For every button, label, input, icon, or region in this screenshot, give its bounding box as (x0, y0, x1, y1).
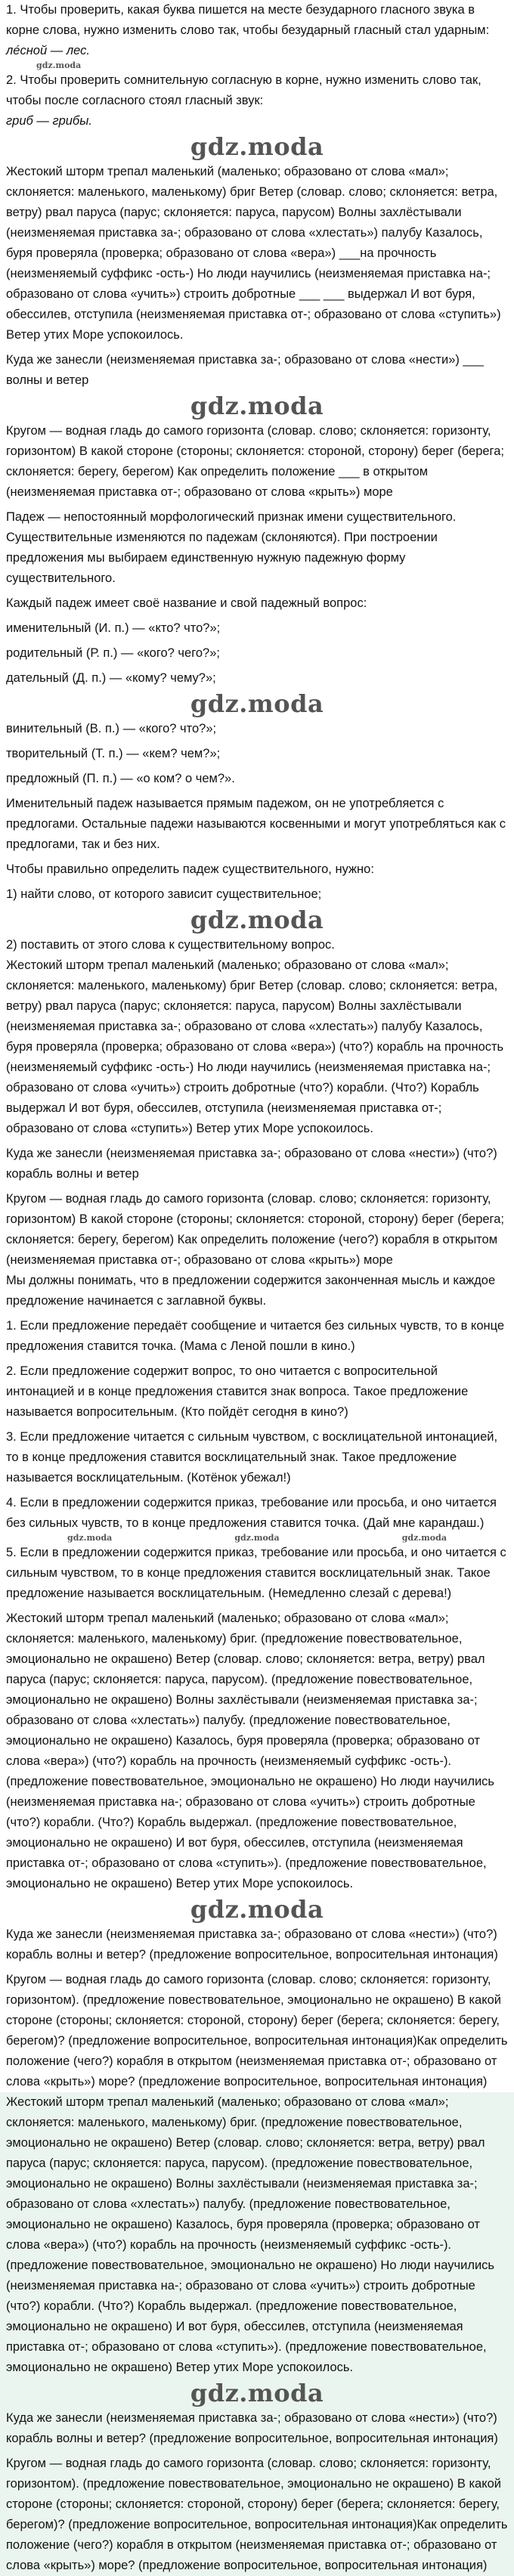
watermark-small: gdz.moda (234, 1533, 280, 1543)
highlighted-paragraph-2: Куда же занесли (неизменяемая приставка за-; образовано от слова «нести») (что?) корабль волны и ветер? (предложение вопросительное, вопросительная интонация) (6, 2411, 498, 2445)
sentence-rule-5: 5. Если в предложении содержится приказ, требование или просьба, и оно читается с сильным чувством, то в конце предложения ставится восклицательный знак. Такое предложение называется восклицательным. (Немедленно слезай с дерева!) (6, 1546, 506, 1600)
watermark: gdz.moda (190, 132, 324, 161)
rule-2-example: гриб — грибы. (6, 114, 92, 128)
rule-2-text: 2. Чтобы проверить сомнительную согласную в корне, нужно изменить слово так, чтобы после согласного стоял гласный звук: (6, 73, 481, 107)
case-method-step-1: 1) найти слово, от которого зависит существительное; (6, 887, 322, 901)
sentence-rule-3: 3. Если предложение читается с сильным чувством, с восклицательной интонацией, то в конце предложения ставится восклицательный знак. Такое предложение называется восклицательным. (Котёнок убежал!) (6, 1430, 498, 1485)
watermark-small: gdz.moda (67, 1533, 113, 1543)
watermark: gdz.moda (190, 2379, 324, 2407)
case-prepositional: предложный (П. п.) — «о ком? о чем?». (6, 772, 235, 785)
case-accusative: винительный (В. п.) — «кого? что?»; (6, 722, 217, 735)
watermark: gdz.moda (190, 392, 324, 420)
text-paragraph-6: Кругом — водная гладь до самого горизонта (словар. слово; склоняется: горизонту, горизонтом) В какой стороне (стороны; склоняется: стороной, сторону) берег (берега; склоняется: берегу, берегом) Как определить положение (чего?) корабля в открытом (неизменяемая приставка от-; образовано от слова «крыть») море (6, 1192, 504, 1267)
sentence-rule-4: 4. Если в предложении содержится приказ, требование или просьба, и оно читается без сильных чувств, то в конце предложения ставится точка. (Дай мне карандаш.) (6, 1496, 497, 1530)
rule-1-text: 1. Чтобы проверить, какая буква пишется на месте безударного гласного звука в корне слова, нужно изменить слово так, чтобы безударный гласный стал ударным: (6, 3, 490, 37)
case-method-step-2: 2) поставить от этого слова к существительному вопрос. (6, 938, 335, 952)
highlighted-paragraph-1: Жестокий шторм трепал маленький (маленько; образовано от слова «мал»; склоняется: маленького, маленькому) бриг. (предложение повествовательное, эмоционально не окрашено) Ветер (словар. слово; склоняется: ветра, ветру) рвал паруса (парус; склоняется: паруса, парусом). (предложение повествовательное, эмоционально не окрашено) Волны захлёстывали (неизменяемая приставка за-; образовано от слова «хлестать») палубу. (предложение повествовательное, эмоционально не окрашено) Казалось, буря проверяла (проверка; образовано от слова «вера») (что?) корабль на прочность (неизменяемый суффикс -ость-). (предложение повествовательное, эмоционально не окрашено) Но люди научились (неизменяемая приставка на-; образовано от слова «учить») строить добротные (что?) корабли. (Что?) Корабль выдержал. (предложение повествовательное, эмоционально не окрашено) И вот буря, обессилев, отступила (неизменяемая приставка от-; образовано от слова «ступить»). (предложение повествовательное, эмоционально не окрашено) Ветер утих Море успокоилось. (6, 2095, 495, 2374)
watermark: gdz.moda (190, 1895, 324, 1924)
highlighted-paragraph-3: Кругом — водная гладь до самого горизонта (словар. слово; склоняется: горизонту, горизонтом). (предложение повествовательное, эмоционально не окрашено) В какой стороне (стороны; склоняется: стороной, сторону) берег (берега; склоняется: берегу, берегом)? (предложение вопросительное, вопросительная интонация)Как определить положение (чего?) корабля в открытом (неизменяемая приставка от-; образовано от слова «крыть») море? (предложение вопросительное, вопросительная интонация) (6, 2457, 508, 2572)
sentence-rule-2: 2. Если предложение содержит вопрос, то оно читается с вопросительной интонацией и в конце предложения ставится знак вопроса. Такое предложение называется вопросительным. (Кто пойдёт сегодня в кино?) (6, 1364, 469, 1419)
case-instrumental: творительный (Т. п.) — «кем? чем?»; (6, 747, 221, 760)
sentence-rule-intro: Мы должны понимать, что в предложении содержится законченная мысль и каждое предложение начинается с заглавной буквы. (6, 1274, 496, 1308)
case-genitive: родительный (Р. п.) — «кого? чего?»; (6, 646, 220, 660)
case-note: Именительный падеж называется прямым падежом, он не употребляется с предлогами. Остальные падежи называются косвенными и могут употребляться как с предлогами, так и без них. (6, 797, 506, 851)
text-paragraph-5: Куда же занесли (неизменяемая приставка за-; образовано от слова «нести») (что?) корабль волны и ветер (6, 1147, 497, 1181)
sentence-rule-1: 1. Если предложение передаёт сообщение и читается без сильных чувств, то в конце предложения ставится точка. (Мама с Леной пошли в кино.) (6, 1319, 505, 1353)
watermark-row (6, 1534, 508, 1543)
watermark-small: gdz.moda (401, 1533, 447, 1543)
watermark: gdz.moda (190, 689, 324, 718)
case-definition: Падеж — непостоянный морфологический признак имени существительного. Существительные изменяются по падежам (склоняются). При построении предложения мы выбираем единственную нужную падежную форму существительного. (6, 510, 457, 585)
watermark-small: gdz.moda (36, 60, 82, 70)
watermark: gdz.moda (190, 906, 324, 934)
text-paragraph-9: Кругом — водная гладь до самого горизонта (словар. слово; склоняется: горизонту, горизонтом). (предложение повествовательное, эмоционально не окрашено) В какой стороне (стороны; склоняется: стороной, сторону) берег (берега; склоняется: берегу, берегом)? (предложение вопросительное, вопросительная интонация)Как определить положение (чего?) корабля в открытом (неизменяемая приставка от-; образовано от слова «крыть») море? (предложение вопросительное, вопросительная интонация) (6, 1973, 508, 2088)
text-paragraph-4: Жестокий шторм трепал маленький (маленько; образовано от слова «мал»; склоняется: маленького, маленькому) бриг Ветер (словар. слово; склоняется: ветра, ветру) рвал паруса (парус; склоняется: паруса, парусом) Волны захлёстывали (неизменяемая приставка за-; образовано от слова «хлестать») палубу Казалось, буря проверяла (проверка; образовано от слова «вера») (что?) корабль на прочность (неизменяемый суффикс -ость-) Но люди научились (неизменяемая приставка на-; образовано от слова «учить») строить добротные (что?) корабли. (Что?) Корабль выдержал И вот буря, обессилев, отступила (неизменяемая приставка от-; образовано от слова «ступить») Ветер утих Море успокоилось. (6, 958, 504, 1135)
text-paragraph-2: Куда же занесли (неизменяемая приставка за-; образовано от слова «нести») ___ волны и ветер (6, 353, 484, 387)
text-paragraph-8: Куда же занесли (неизменяемая приставка за-; образовано от слова «нести») (что?) корабль волны и ветер? (предложение вопросительное, вопросительная интонация) (6, 1927, 498, 1961)
text-paragraph-3: Кругом — водная гладь до самого горизонта (словар. слово; склоняется: горизонту, горизонтом) В какой стороне (стороны; склоняется: стороной, сторону) берег (берега; склоняется: берегу, берегом) Как определить положение ___ в открытом (неизменяемая приставка от-; образовано от слова «крыть») море (6, 424, 504, 499)
text-paragraph-1: Жестокий шторм трепал маленький (маленько; образовано от слова «мал»; склоняется: маленького, маленькому) бриг Ветер (словар. слово; склоняется: ветра, ветру) рвал паруса (парус; склоняется: паруса, парусом) Волны захлёстывали (неизменяемая приставка за-; образовано от слова «хлестать») палубу Казалось, буря проверяла (проверка; образовано от слова «вера») ___на прочность (неизменяемый суффикс -ость-) Но люди научились (неизменяемая приставка на-; образовано от слова «учить») строить добротные ___ ___ выдержал И вот буря, обессилев, отступила (неизменяемая приставка от-; образовано от слова «ступить») Ветер утих Море успокоилось. (6, 165, 501, 342)
highlighted-answer (0, 2092, 514, 2576)
case-list-heading: Каждый падеж имеет своё название и свой падежный вопрос: (6, 596, 367, 610)
rule-1-example: ле́сной — лес. (6, 44, 90, 57)
case-method-heading: Чтобы правильно определить падеж существительного, нужно: (6, 862, 374, 876)
case-nominative: именительный (И. п.) — «кто? что?»; (6, 621, 221, 635)
text-paragraph-7: Жестокий шторм трепал маленький (маленько; образовано от слова «мал»; склоняется: маленького, маленькому) бриг. (предложение повествовательное, эмоционально не окрашено) Ветер (словар. слово; склоняется: ветра, ветру) рвал паруса (парус; склоняется: паруса, парусом). (предложение повествовательное, эмоционально не окрашено) Волны захлёстывали (неизменяемая приставка за-; образовано от слова «хлестать») палубу. (предложение повествовательное, эмоционально не окрашено) Казалось, буря проверяла (проверка; образовано от слова «вера») (что?) корабль на прочность (неизменяемый суффикс -ость-). (предложение повествовательное, эмоционально не окрашено) Но люди научились (неизменяемая приставка на-; образовано от слова «учить») строить добротные (что?) корабли. (Что?) Корабль выдержал. (предложение повествовательное, эмоционально не окрашено) И вот буря, обессилев, отступила (неизменяемая приставка от-; образовано от слова «ступить»). (предложение повествовательное, эмоционально не окрашено) Ветер утих Море успокоилось. (6, 1612, 495, 1890)
case-dative: дательный (Д. п.) — «кому? чему?»; (6, 671, 216, 685)
